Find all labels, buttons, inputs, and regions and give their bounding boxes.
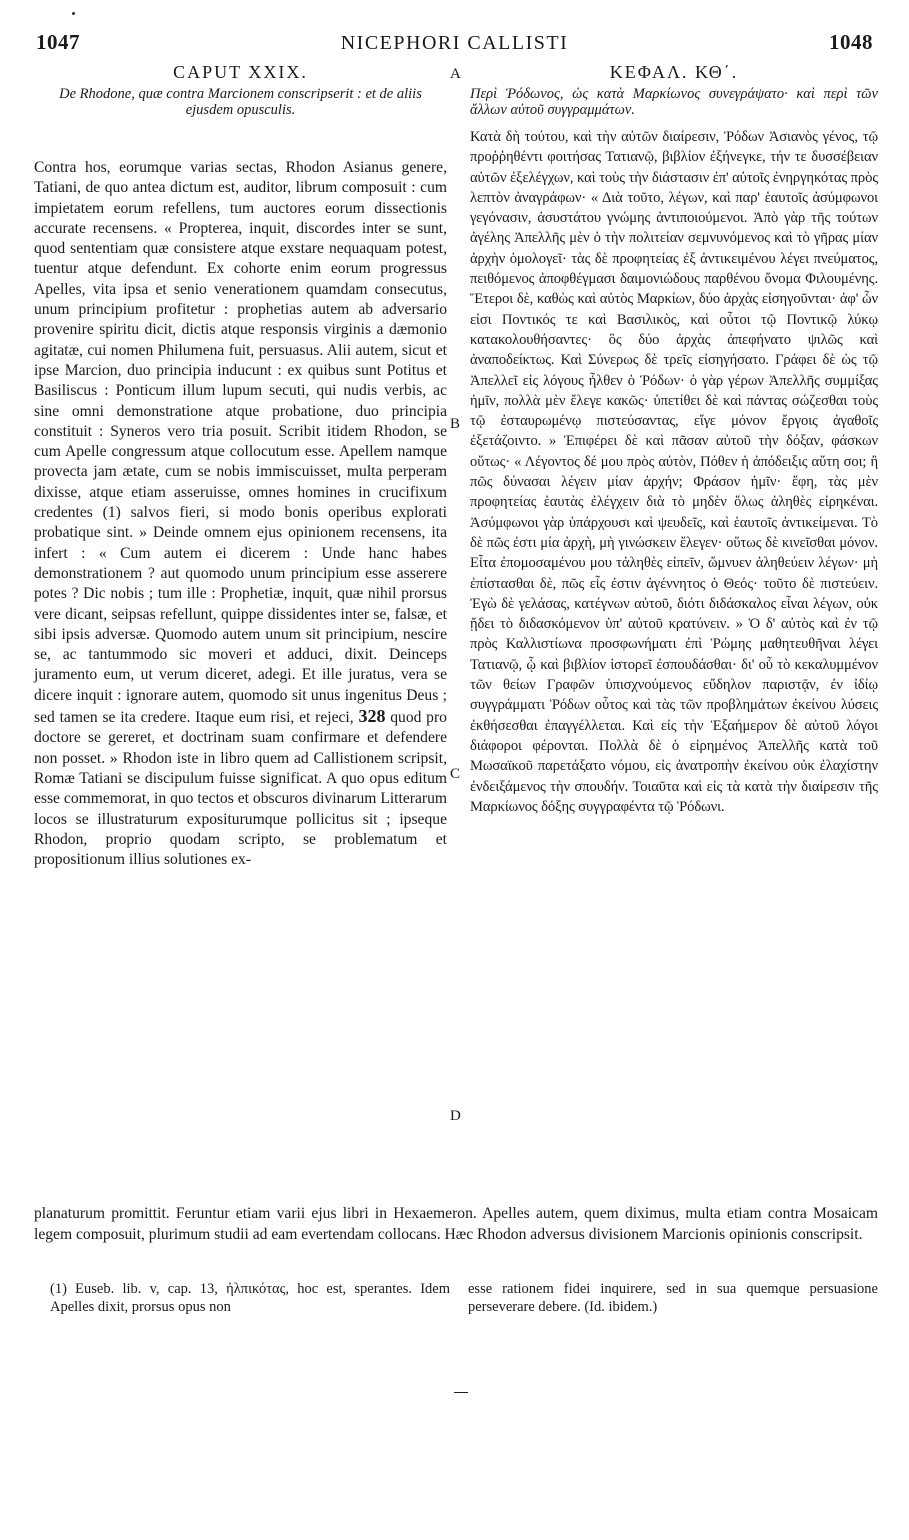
latin-body [34, 158, 447, 870]
latin-column [34, 62, 447, 870]
greek-chapter-subtitle: Περὶ Ῥόδωνος, ὡς κατὰ Μαρκίωνος συνεγράψατο· καὶ περὶ τῶν ἄλλων αὐτοῦ συγγραμμάτων. [470, 86, 878, 118]
migne-column-number: 328 [358, 706, 386, 727]
greek-column [470, 62, 878, 817]
latin-continuation: planaturum promittit. Feruntur etiam varii ejus libri in Hexaemeron. Apelles autem, quem diximus, multa etiam contra Mosaicam legem composuit, plurimum studii ad eam evertendam collocans. Hæc Rhodon adversus divisionem Marcionis opinionis conscripsit. [34, 1205, 878, 1243]
footnote-right: esse rationem fidei inquirere, sed in sua quemque persuasione perseverare debere. (Id. ibidem.) [468, 1281, 878, 1315]
page-number-right: 1048 [829, 30, 873, 54]
margin-marker-b: B [450, 416, 461, 432]
latin-chapter-heading: CAPUT XXIX. [173, 62, 308, 82]
margin-marker-c: C [450, 766, 461, 782]
greek-body: Κατὰ δὴ τούτου, καὶ τὴν αὐτῶν διαίρεσιν, Ῥόδων Ἀσιανὸς γένος, τῷ προῤῥηθέντι φοιτήσας Τατιανῷ, βιβλίον ἐξήνεγκε, τήν τε δυσσέβειαν αὐτῶν ἐξελέγχων, καὶ τοὺς τὴν διάστασιν ἐπ' αὐτοῖς ἐνηργηκότας πρὸς λεπτὸν ἀναγράφων· « Διὰ τοῦτο, λέγων, καὶ παρ' ἑαυτοῖς ἀσύμφωνοι γεγόνασιν, ἀσυστάτου γνώμης ἀντιποιούμενοι. Ἀπὸ γὰρ τῆς τούτων ἀγέλης Ἀπελλῆς μὲν ὁ τὴν πολιτείαν σεμνυνόμενος καὶ τὸ γῆρας μίαν ἀρχὴν ὁμολογεῖ· τὰς δὲ προφητείας ἐξ ἀντικειμένου λέγει πνεύματος, πειθόμενος ἀποφθέγμασι δαιμονιώδους παρθένου ὄνομα Φιλουμένης. Ἕτεροι δὲ, καθὼς καὶ αὐτὸς Μαρκίων, δύο ἀρχὰς εἰσηγοῦνται· ἀφ' ὧν εἰσι Ποντικός τε καὶ Βασιλικὸς, καὶ οὗτοι τῷ Ποντικῷ λύκῳ κατακολουθήσαντες· ὃς δύο ἀρχὰς ἀπεφήνατο ψιλῶς καὶ ἀναποδείκτως. Καὶ Σύνερως δὲ τρεῖς εἰσηγήσατο. Γράφει δὲ ὡς τῷ Ἀπελλεῖ εἰς λόγους ἦλθεν ὁ Ῥόδων· ὁ γὰρ γέρων Ἀπελλῆς συμμίξας ἡμῖν, πολλὰ μὲν ἔλεγε κακῶς· ὑπετίθει δὲ καὶ πάντας σώζεσθαι τοὺς τῷ ἐσταυρωμένῳ πιστεύσαντας, εἴγε μόνον ἔργοις ἀγαθοῖς ἐξετάζοιντο. » Ἐπιφέρει δὲ καὶ πᾶσαν αὐτοῦ τὴν δόξαν, φάσκων οὕτως· « Λέγοντος δέ μου πρὸς αὐτὸν, Πόθεν ἡ ἀπόδειξις αὕτη σοι; ἢ πῶς δύνασαι λέγειν μίαν ἀρχήν; Φράσον ἡμῖν· ἔφη, τὰς μὲν προφητείας ἑαυτὰς ἐλέγχειν διὰ τὸ μηδὲν ὅλως ἀληθὲς εἰρηκέναι. Ἀσύμφωνοι γὰρ ὑπάρχουσι καὶ ψευδεῖς, καὶ ἑαυτοῖς ἀντικείμεναι. Τὸ δὲ πῶς ἐστι μία ἀρχὴ, μὴ γινώσκειν ἔλεγεν· οὕτως δὲ κινεῖσθαι μόνον. Εἶτα ἐπομοσαμένου μου τἀληθὲς εἰπεῖν, ὤμνυεν ἀληθεύειν λέγων· μὴ ἐπίστασθαι δὲ, πῶς εἷς ἐστιν ἀγέννητος ὁ Θεός· τοῦτο δὲ πιστεύειν. Ἐγὼ δὲ γελάσας, κατέγνων αὐτοῦ, διότι διδάσκαλος εἶναι λέγων, οὐκ ᾔδει τὸ διδασκόμενον ὑπ' αὐτοῦ κρατύνειν. » Ὁ δ' αὐτὸς καὶ ἐν τῷ πρὸς Καλλιστίωνα προσφωνήματι ἐπὶ Ῥώμης μαθητευθῆναι λέγει Τατιανῷ, ᾧ καὶ βιβλίον ἱστορεῖ ἐσπουδάσθαι· δι' οὗ τὸ κεκαλυμμένον τῶν θείων Γραφῶν ὑπισχνούμενος εὔδηλον παριστᾷν, ἐν ἰδίῳ συγγράμματι Ῥόδων οὗτος καὶ τὰς τῶν προβλημάτων ἐκείνου λύσεις ἐκθήσεσθαι ἐπαγγέλλεται. Καὶ εἰς τὴν Ἑξαήμερον δὲ αὐτοῦ λόγοι διάφοροι φέρονται. Πολλὰ δὲ ὁ εἰρημένος Ἀπελλῆς κατὰ τοῦ Μωσαϊκοῦ παρετάξατο νόμου, εἰς ἀνατροπὴν ἐκείνου οὐκ ἐλαχίστην ἐνδειξάμενος τὴν σπουδήν. Τοιαῦτα καὶ εἰς τὰ κατὰ τὴν διαίρεσιν τῆς Μαρκίωνος δόξης συγγραφέντα τῷ Ῥόδωνι. [470, 129, 878, 815]
running-title: NICEPHORI CALLISTI [340, 32, 569, 54]
margin-marker-d: D [450, 1108, 461, 1124]
ink-dot [72, 12, 75, 15]
margin-marker-a: A [450, 66, 461, 82]
greek-chapter-heading: ΚΕΦΑΛ. ΚΘ΄. [609, 62, 739, 82]
latin-body-text-continued: quod pro doctore se gereret, et doctrinam suam confirmare et defendere non posset. » Rhodon iste in libro quem ad Callistionem scripsit, Romæ Tatiani se discipulum fuisse significat. A quo opus editum esse commemorat, in quo tectos et obscuros divinarum Litterarum locos se illustraturum expositurumque pollicitus sit ; ipseque Rhodon, proprio quodam scripto, se problematum et propositionum illius solutiones ex- [34, 709, 447, 869]
latin-body-text: Contra hos, eorumque varias sectas, Rhodon Asianus genere, Tatiani, de quo antea dictum est, auditor, librum composuit : cum impietatem eorum refellens, tum auctores eorum dissectionis accurate recensens. « Propterea, inquit, discordes inter se sunt, quod sententiam quæ consistere atque exstare nequaquam potest, tuentur atque defendunt. Ex cohorte enim eorum progressus Apelles, vita ipsa et senio venerationem quamdam consecutus, unum principium profitetur : prophetias autem ab adversario provenire spiritu dicit, dictis atque responsis virginis a dæmonio agitatæ, cui nomen Philumena fuit, persuasus. Alii autem, sicut et ipse Marcion, duo principia inducunt : ex quibus sunt Potitus et Basiliscus : Ponticum illum lupum secuti, qui nudis verbis, ac sine omni demonstratione atque probatione, duo principia constituit : Syneros vero tria posuit. Scribit itidem Rhodon, se cum Apelle congressum atque collocutum esse. Apellem namque provecta jam ætate, cum se nobis immiscuisset, multa perperam dixisse, atque etiam asseruisse, omnes homines in crucifixum credentes (1) salvos fieri, si modo bonis operibus explorati probatique sint. » Deinde omnem ejus opinionem recensens, ita infert : « Cum autem ei dicerem : Unde hanc habes demonstrationem ? aut quomodo unum principium esse asserere potes ? Dic nobis ; tum ille : Prophetiæ, inquit, quæ nihil prorsus vere dicant, seipsas refellunt, quippe dissidentes inter se, falsæ, et sibi ipsis adversæ. Quomodo autem unum sit principium, nescire se, ac tantummodo sic moveri et adduci, dixit. Deinceps juramento eum, ut verum diceret, adegi. Et ille juratus, vera se dicere inquit : ignorare autem, quomodo sit unus ingenitus Deus ; sed tamen se ita credere. Itaque eum risi, et rejeci, [34, 159, 447, 727]
latin-chapter-subtitle: De Rhodone, quæ contra Marcionem conscripserit : et de aliis ejusdem opusculis. [59, 86, 422, 118]
page-end-rule [454, 1392, 468, 1393]
footnote-left: (1) Euseb. lib. v, cap. 13, ἠλπικότας, hoc est, sperantes. Idem Apelles dixit, prorsus opus non [50, 1281, 450, 1315]
page-number-left: 1047 [36, 30, 80, 54]
